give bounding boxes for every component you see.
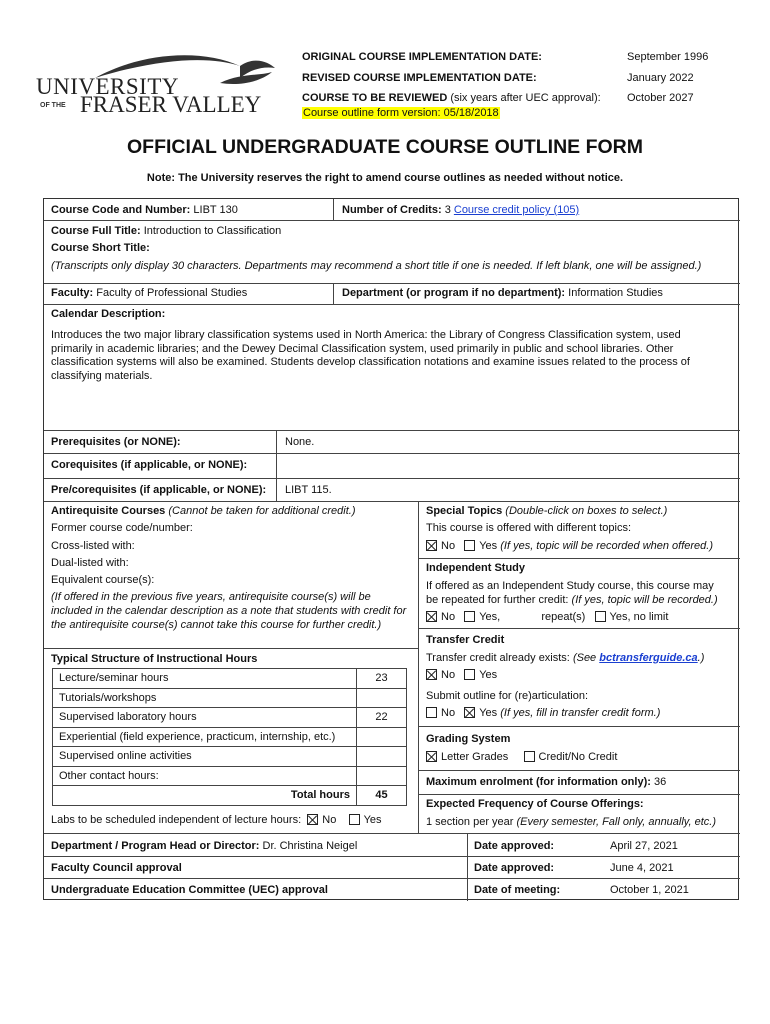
logo-of-the: OF THE (40, 102, 66, 109)
transfer-exists-options: No Yes (426, 668, 497, 682)
grading-system-title: Grading System (426, 733, 511, 745)
original-date-value: September 1996 (627, 51, 709, 63)
department: Department (or program if no department): Information Studies (342, 287, 663, 299)
special-topics-line: This course is offered with different topics: (426, 522, 632, 534)
date-approved2-label: Date approved: (474, 862, 555, 874)
calendar-description-label: Calendar Description: (51, 308, 166, 320)
independent-nolimit-checkbox[interactable] (595, 611, 606, 622)
date-of-meeting-value: October 1, 2021 (610, 884, 689, 896)
table-row: Lecture/seminar hours 23 (53, 669, 407, 689)
revised-date-label: REVISED COURSE IMPLEMENTATION DATE: (302, 72, 537, 84)
independent-no-checkbox[interactable] (426, 611, 437, 622)
dept-head: Department / Program Head or Director: Dr. Christina Neigel (51, 840, 358, 852)
expected-frequency-label: Expected Frequency of Course Offerings: (426, 798, 644, 810)
independent-line2: be repeated for further credit: (If yes, topic will be recorded.) (426, 594, 718, 606)
dual-listed: Dual-listed with: (51, 557, 129, 569)
special-topics-options: No Yes (If yes, topic will be recorded when offered.) (426, 539, 713, 553)
antirequisite-note: (If offered in the previous five years, antirequisite course(s) will be included in the calendar description as a note that students with credit for the antirequisite course(s) cannot take this course for further credit.) (51, 591, 407, 631)
university-logo (30, 48, 270, 123)
transfer-no-checkbox[interactable] (426, 669, 437, 680)
independent-yes-checkbox[interactable] (464, 611, 475, 622)
calendar-description: Introduces the two major library classification systems used in North America: the Library of Congress Classification system, used primarily in academic libraries; and the Dewey Decimal Classification system, used primarily in public and school libraries. Other classification systems will also be examined. Students develop classification notations and examine issues related to the process of classifying materials. (51, 329, 690, 382)
special-yes-checkbox[interactable] (464, 540, 475, 551)
course-full-title: Course Full Title: Introduction to Classification (51, 225, 282, 237)
table-row: Tutorials/workshops (53, 688, 407, 708)
transfer-yes-checkbox[interactable] (464, 669, 475, 680)
short-title-note: (Transcripts only display 30 characters. Departments may recommend a short title if one is needed. If left blank, one will be assigned.) (51, 260, 702, 272)
review-date-label: COURSE TO BE REVIEWED (six years after UEC approval): (302, 92, 601, 104)
special-no-checkbox[interactable] (426, 540, 437, 551)
total-row: Total hours 45 (53, 786, 407, 806)
original-date-label: ORIGINAL COURSE IMPLEMENTATION DATE: (302, 51, 542, 63)
bctransferguide-link[interactable]: bctransferguide.ca (599, 652, 698, 664)
course-code: Course Code and Number: LIBT 130 (51, 204, 238, 216)
independent-line1: If offered as an Independent Study course, this course may (426, 580, 714, 592)
form-version: Course outline form version: 05/18/2018 (303, 107, 499, 119)
page-title: OFFICIAL UNDERGRADUATE COURSE OUTLINE FORM (126, 136, 644, 158)
precorequisites-value: LIBT 115. (285, 484, 332, 496)
precorequisites-label: Pre/corequisites (if applicable, or NONE): (51, 484, 267, 496)
letter-grades-checkbox[interactable] (426, 751, 437, 762)
equivalent-courses: Equivalent course(s): (51, 574, 155, 586)
logo-fraser-valley: FRASER VALLEY (80, 92, 262, 117)
number-of-credits: Number of Credits: 3 Course credit policy (105) (342, 204, 580, 216)
labs-scheduled: Labs to be scheduled independent of lecture hours: No Yes (51, 814, 382, 826)
transfer-credit-title: Transfer Credit (426, 634, 505, 646)
rearticulation-yes-checkbox[interactable] (464, 707, 475, 718)
review-date-value: October 2027 (627, 92, 694, 104)
table-row: Other contact hours: (53, 766, 407, 786)
faculty-council-approval: Faculty Council approval (51, 862, 182, 874)
corequisites-label: Corequisites (if applicable, or NONE): (51, 459, 248, 471)
credit-policy-link[interactable]: Course credit policy (105) (453, 204, 580, 216)
date-approved-label: Date approved: (474, 840, 555, 852)
special-topics-title: Special Topics (Double-click on boxes to select.) (426, 505, 668, 517)
page-note: Note: The University reserves the right to amend course outlines as needed without notice. (146, 172, 624, 184)
former-course: Former course code/number: (51, 522, 193, 534)
table-row: Supervised online activities (53, 747, 407, 767)
independent-study-title: Independent Study (426, 562, 525, 574)
independent-options: No Yes, repeat(s) Yes, no limit (426, 610, 668, 624)
course-short-title-label: Course Short Title: (51, 242, 150, 254)
expected-frequency-value: 1 section per year (Every semester, Fall only, annually, etc.) (426, 816, 716, 828)
table-row: Supervised laboratory hours 22 (53, 708, 407, 728)
prerequisites-value: None. (285, 436, 315, 448)
labs-no-checkbox[interactable] (307, 814, 318, 825)
date-of-meeting-label: Date of meeting: (474, 884, 561, 896)
transfer-submit-options: No Yes (If yes, fill in transfer credit form.) (426, 706, 660, 720)
prerequisites-label: Prerequisites (or NONE): (51, 436, 181, 448)
grading-options: Letter Grades Credit/No Credit (426, 750, 617, 764)
transfer-exists: Transfer credit already exists: (See bctransferguide.ca.) (426, 652, 705, 664)
faculty: Faculty: Faculty of Professional Studies (51, 287, 248, 299)
rearticulation-no-checkbox[interactable] (426, 707, 437, 718)
credit-no-credit-checkbox[interactable] (524, 751, 535, 762)
hours-structure-title: Typical Structure of Instructional Hours (51, 653, 258, 665)
labs-yes-checkbox[interactable] (349, 814, 360, 825)
antirequisite-title: Antirequisite Courses (Cannot be taken for additional credit.) (51, 505, 356, 517)
table-row: Experiential (field experience, practicum, internship, etc.) (53, 727, 407, 747)
cross-listed: Cross-listed with: (51, 540, 135, 552)
max-enrolment: Maximum enrolment (for information only): 36 (426, 776, 667, 788)
date-approved2-value: June 4, 2021 (610, 862, 674, 874)
revised-date-value: January 2022 (627, 72, 694, 84)
uec-approval: Undergraduate Education Committee (UEC) approval (51, 884, 328, 896)
logo-university: UNIVERSITY (36, 74, 179, 99)
date-approved-value: April 27, 2021 (610, 840, 678, 852)
hours-table (52, 668, 407, 808)
transfer-submit: Submit outline for (re)articulation: (426, 690, 589, 702)
